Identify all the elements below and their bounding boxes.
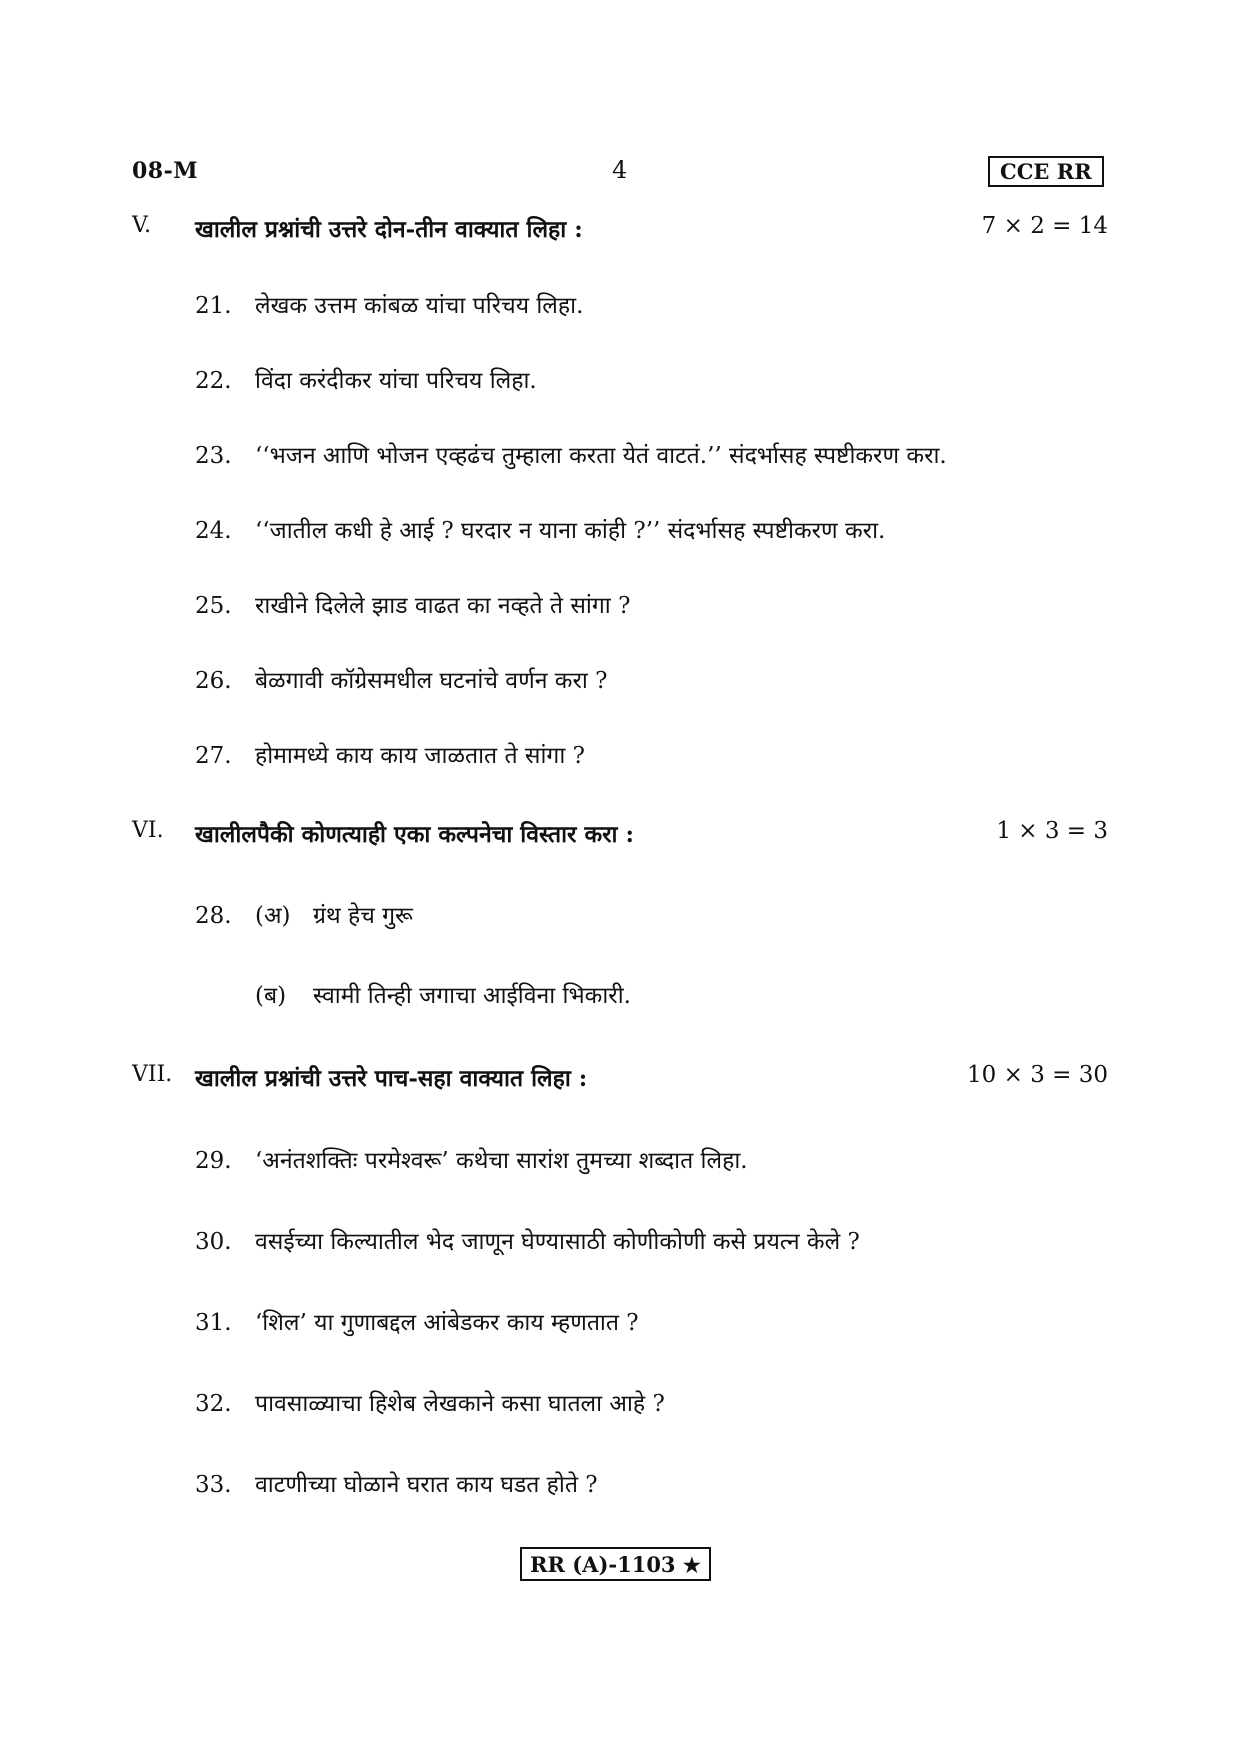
question-text: ‘शिल’ या गुणाबद्दल आंबेडकर काय म्हणतात ? <box>255 1310 639 1336</box>
question-text: होमामध्ये काय काय जाळतात ते सांगा ? <box>255 743 585 769</box>
question-24 <box>195 513 885 545</box>
question-text: वसईच्या किल्यातील भेद जाणून घेण्यासाठी कोणीकोणी कसे प्रयत्न केले ? <box>255 1229 860 1255</box>
question-number: 26. <box>195 668 232 694</box>
question-23 <box>195 438 947 470</box>
section-7-marks: 10 × 3 = 30 <box>967 1062 1108 1088</box>
question-text: ‘अनंतशक्तिः परमेश्वरू’ कथेचा सारांश तुमच्या शब्दात लिहा. <box>255 1148 748 1174</box>
question-30 <box>195 1224 860 1256</box>
question-21 <box>195 288 583 320</box>
question-number: 30. <box>195 1229 232 1255</box>
question-number: 31. <box>195 1310 232 1336</box>
question-text: विंदा करंदीकर यांचा परिचय लिहा. <box>255 368 537 394</box>
question-number: 29. <box>195 1148 232 1174</box>
footer-code: RR (A)-1103 <box>530 1552 676 1577</box>
star-icon: ★ <box>682 1553 701 1577</box>
question-text: पावसाळ्याचा हिशेब लेखकाने कसा घातला आहे ? <box>255 1391 665 1417</box>
question-25 <box>195 588 630 620</box>
section-7-number: VII. <box>132 1062 173 1087</box>
question-number: 21. <box>195 293 232 319</box>
question-text: वाटणीच्या घोळाने घरात काय घडत होते ? <box>255 1472 598 1498</box>
question-text: ‘‘जातील कधी हे आई ? घरदार न याना कांही ?’’ संदर्भासह स्पष्टीकरण करा. <box>255 518 886 544</box>
question-28-option-b <box>255 978 631 1010</box>
section-6-marks: 1 × 3 = 3 <box>996 818 1108 844</box>
option-label: (अ) <box>255 903 291 929</box>
question-32 <box>195 1386 665 1418</box>
section-7-title: खालील प्रश्नांची उत्तरे पाच-सहा वाक्यात लिहा : <box>195 1065 588 1092</box>
question-number: 23. <box>195 443 232 469</box>
section-5-title: खालील प्रश्नांची उत्तरे दोन-तीन वाक्यात लिहा : <box>195 216 583 243</box>
question-text: लेखक उत्तम कांबळ यांचा परिचय लिहा. <box>255 293 584 319</box>
footer-code-box <box>520 1547 711 1581</box>
question-31 <box>195 1305 639 1337</box>
option-text: ग्रंथ हेच गुरू <box>313 903 413 929</box>
section-5-marks: 7 × 2 = 14 <box>981 213 1108 239</box>
question-text: बेळगावी कॉग्रेसमधील घटनांचे वर्णन करा ? <box>255 668 608 694</box>
question-28 <box>195 898 413 930</box>
question-26 <box>195 663 607 695</box>
page-number: 4 <box>612 156 628 184</box>
question-text: राखीने दिलेले झाड वाढत का नव्हते ते सांगा ? <box>255 593 631 619</box>
question-number: 22. <box>195 368 232 394</box>
question-number: 25. <box>195 593 232 619</box>
paper-tag: CCE RR <box>988 156 1104 187</box>
option-label: (ब) <box>255 983 287 1009</box>
question-27 <box>195 738 585 770</box>
question-number: 28. <box>195 903 232 929</box>
paper-code: 08-M <box>132 158 199 184</box>
section-6-title: खालीलपैकी कोणत्याही एका कल्पनेचा विस्तार करा : <box>195 821 634 848</box>
question-33 <box>195 1467 598 1499</box>
question-22 <box>195 363 537 395</box>
question-number: 32. <box>195 1391 232 1417</box>
question-number: 24. <box>195 518 232 544</box>
section-5-number: V. <box>132 213 152 238</box>
option-text: स्वामी तिन्ही जगाचा आईविना भिकारी. <box>313 983 631 1009</box>
question-29 <box>195 1143 748 1175</box>
question-number: 33. <box>195 1472 232 1498</box>
section-6-number: VI. <box>132 818 164 843</box>
question-text: ‘‘भजन आणि भोजन एव्हढंच तुम्हाला करता येतं वाटतं.’’ संदर्भासह स्पष्टीकरण करा. <box>255 443 947 469</box>
question-number: 27. <box>195 743 232 769</box>
